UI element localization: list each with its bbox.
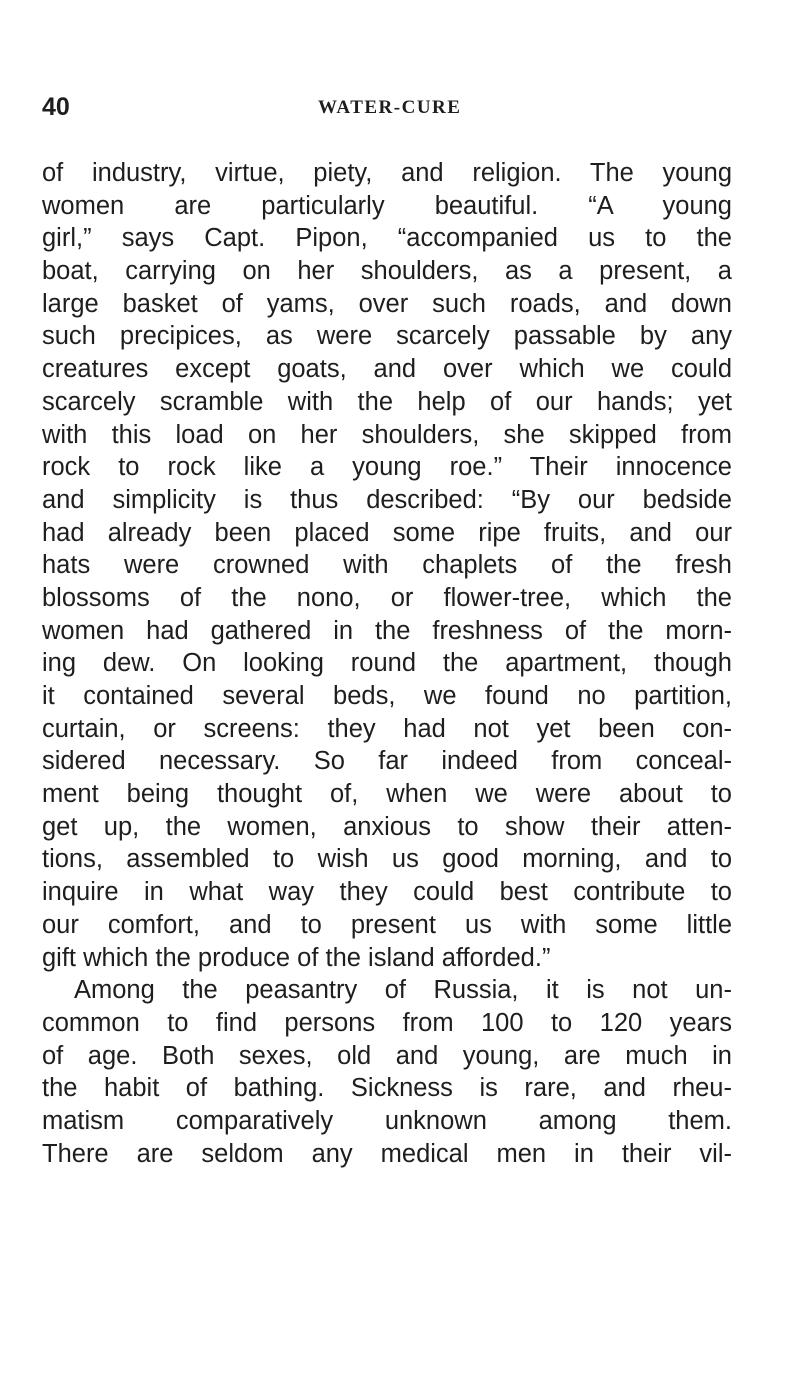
text-line: such precipices, as were scarcely passable by any bbox=[42, 322, 732, 351]
text-line: inquire in what way they could best contribute to bbox=[42, 878, 732, 907]
text-line: sidered necessary. So far indeed from conceal- bbox=[42, 747, 732, 776]
text-line: rock to rock like a young roe.” Their innocence bbox=[42, 453, 732, 482]
text-line: Among the peasantry of Russia, it is not un- bbox=[74, 976, 732, 1005]
text-line: of age. Both sexes, old and young, are much in bbox=[42, 1041, 732, 1070]
text-line: the habit of bathing. Sickness is rare, and rheu- bbox=[42, 1074, 732, 1103]
text-line: scarcely scramble with the help of our hands; yet bbox=[42, 387, 732, 416]
text-line: hats were crowned with chaplets of the fresh bbox=[42, 551, 732, 580]
text-line: with this load on her shoulders, she skipped from bbox=[42, 420, 732, 449]
text-line: gift which the produce of the island afforded.” bbox=[42, 943, 551, 972]
text-line: ment being thought of, when we were about to bbox=[42, 780, 732, 809]
text-line: of industry, virtue, piety, and religion. The young bbox=[42, 159, 732, 187]
text-line: women had gathered in the freshness of the morn- bbox=[42, 616, 732, 645]
text-line: tions, assembled to wish us good morning, and to bbox=[42, 845, 732, 874]
text-line: creatures except goats, and over which we could bbox=[42, 355, 732, 384]
text-line: blossoms of the nono, or flower-tree, which the bbox=[42, 583, 732, 612]
text-line: it contained several beds, we found no partition, bbox=[42, 682, 732, 710]
text-line: get up, the women, anxious to show their atten- bbox=[42, 812, 732, 841]
text-line: There are seldom any medical men in their vil- bbox=[42, 1139, 732, 1168]
text-line: ing dew. On looking round the apartment, though bbox=[42, 649, 732, 678]
text-line: curtain, or screens: they had not yet been con- bbox=[42, 714, 732, 743]
running-head bbox=[42, 94, 732, 120]
text-line: and simplicity is thus described: “By our bedside bbox=[42, 485, 732, 514]
text-line: girl,” says Capt. Pipon, “accompanied us to the bbox=[42, 224, 732, 253]
text-line: common to find persons from 100 to 120 years bbox=[42, 1008, 732, 1037]
page-number: 40 bbox=[42, 93, 70, 121]
text-line: our comfort, and to present us with some little bbox=[42, 910, 732, 939]
text-line: matism comparatively unknown among them. bbox=[42, 1106, 732, 1135]
body-text bbox=[42, 157, 732, 1170]
text-line: women are particularly beautiful. “A young bbox=[42, 191, 732, 220]
text-line: boat, carrying on her shoulders, as a present, a bbox=[42, 257, 732, 286]
text-line: large basket of yams, over such roads, and down bbox=[42, 289, 732, 318]
running-title: WATER-CURE bbox=[318, 97, 462, 118]
text-line: had already been placed some ripe fruits, and our bbox=[42, 518, 732, 547]
